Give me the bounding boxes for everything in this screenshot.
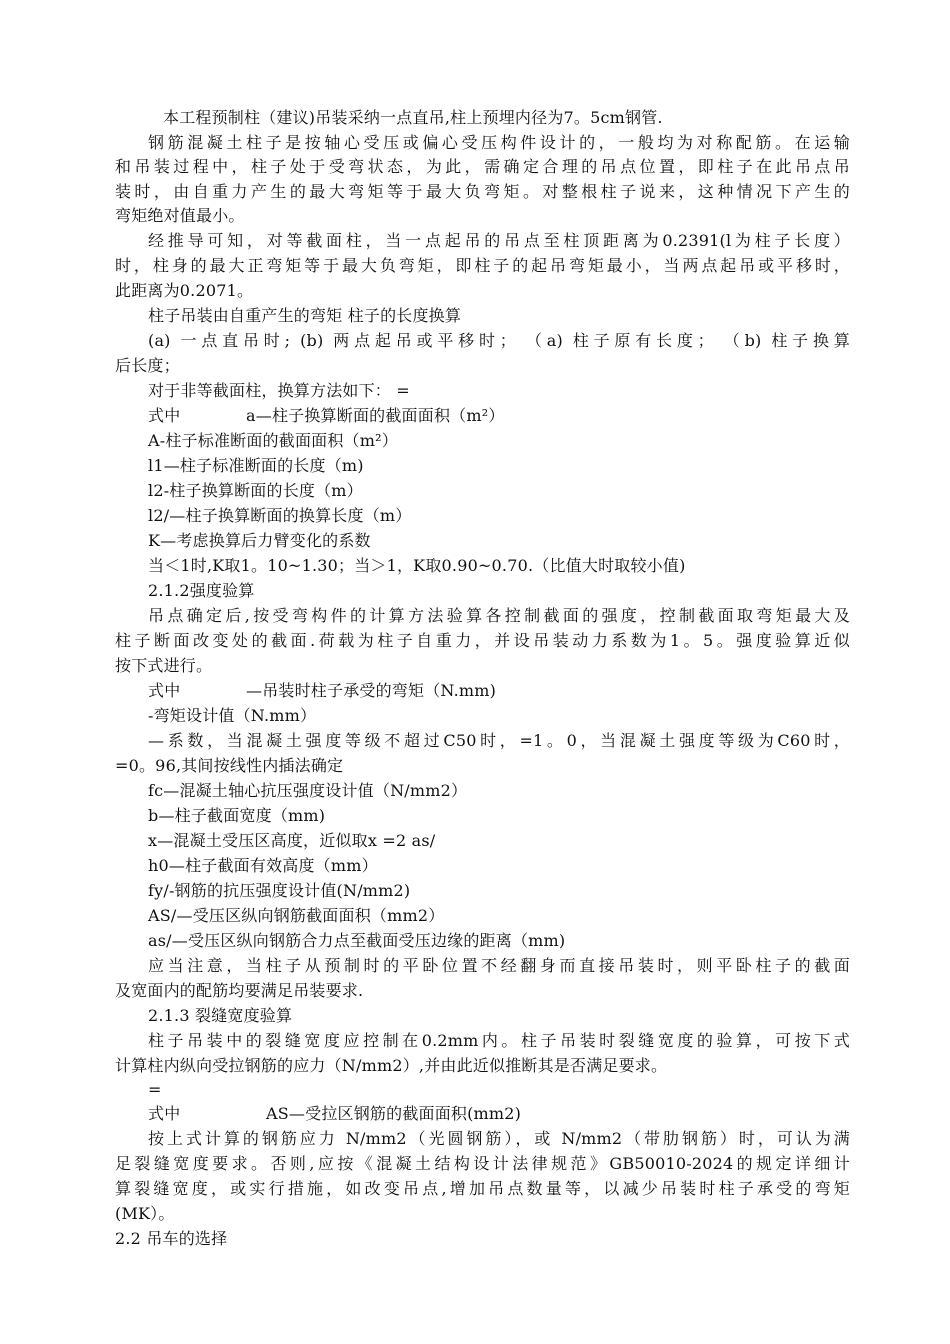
text-line: 后长度； — [115, 356, 180, 375]
text-line: 当＜1时,K取1。10~1.30；当＞1，K取0.90~0.70.（比值大时取较小值) — [148, 556, 686, 575]
text-line: 柱子断面改变处的截面.荷载为柱子自重力，并设吊装动力系数为1。5。强度验算近似 — [115, 631, 850, 650]
text-line: 此距离为0.2071。 — [115, 281, 254, 300]
formula-equals: = — [148, 1080, 162, 1099]
text-line: l2-柱子换算断面的长度（m） — [148, 481, 363, 500]
text-line: as/—受压区纵向钢筋合力点至截面受压边缘的距离（mm) — [148, 931, 566, 950]
text-line: l2/—柱子换算断面的换算长度（m） — [148, 506, 412, 525]
text-line: (MK）。 — [115, 1204, 175, 1223]
text-line: 对于非等截面柱，换算方法如下： = — [148, 381, 410, 400]
text-line: 足裂缝宽度要求。否则,应按《混凝土结构设计法律规范》GB50010-2024的规定详细计 — [115, 1154, 850, 1173]
text-line: 弯矩绝对值最小。 — [115, 206, 245, 225]
text-line: 计算柱内纵向受拉钢筋的应力（N/mm2）,并由此近似推断其是否满足要求。 — [115, 1056, 668, 1075]
text-line: 柱子吊装由自重产生的弯矩 柱子的长度换算 — [148, 306, 462, 325]
section-heading: 2.1.2强度验算 — [148, 581, 255, 600]
text-line: l1—柱子标准断面的长度（m) — [148, 456, 364, 475]
text-line: b—柱子截面宽度（mm) — [148, 806, 326, 825]
formula-label: 式中 — [148, 681, 181, 700]
text-line: a—柱子换算断面的截面面积（m²） — [246, 406, 505, 425]
text-line: fc—混凝土轴心抗压强度设计值（N/mm2） — [148, 781, 468, 800]
section-heading: 2.2 吊车的选择 — [115, 1229, 228, 1248]
text-line: =0。96,其间按线性内插法确定 — [115, 756, 344, 775]
formula-label: 式中 — [148, 406, 181, 425]
text-line: K—考虑换算后力臂变化的系数 — [148, 531, 371, 550]
text-line: x—混凝土受压区高度，近似取x =2 as/ — [148, 831, 436, 850]
text-line: (a) 一点直吊时; (b) 两点起吊或平移时； （a) 柱子原有长度； （b) 柱子换算 — [148, 331, 850, 350]
text-line: AS—受拉区钢筋的截面面积(mm2) — [266, 1104, 522, 1123]
text-line: 装时，由自重力产生的最大弯矩等于最大负弯矩。对整根柱子说来，这种情况下产生的 — [115, 182, 850, 201]
text-line: 钢筋混凝土柱子是按轴心受压或偏心受压构件设计的，一般均为对称配筋。在运输 — [148, 133, 850, 152]
text-line: —吊装时柱子承受的弯矩（N.mm) — [246, 681, 497, 700]
text-line: -弯矩设计值（N.mm） — [148, 706, 317, 725]
text-line: 和吊装过程中，柱子处于受弯状态，为此，需确定合理的吊点位置，即柱子在此吊点吊 — [115, 157, 850, 176]
text-line: 及宽面内的配筋均要满足吊装要求. — [115, 981, 364, 1000]
text-line: 柱子吊装中的裂缝宽度应控制在0.2mm内。柱子吊装时裂缝宽度的验算，可按下式 — [148, 1031, 850, 1050]
formula-label: 式中 — [148, 1104, 181, 1123]
text-line: A-柱子标准断面的截面面积（m²） — [148, 431, 398, 450]
text-line: 应当注意，当柱子从预制时的平卧位置不经翻身而直接吊装时，则平卧柱子的截面 — [148, 956, 850, 975]
text-line: h0—柱子截面有效高度（mm） — [148, 856, 378, 875]
text-line: fy/-钢筋的抗压强度设计值(N/mm2) — [148, 881, 411, 900]
text-line: 算裂缝宽度，或实行措施，如改变吊点,增加吊点数量等，以减少吊装时柱子承受的弯矩 — [115, 1179, 850, 1198]
text-line: 吊点确定后,按受弯构件的计算方法验算各控制截面的强度，控制截面取弯矩最大及 — [148, 606, 850, 625]
text-line: 经推导可知，对等截面柱，当一点起吊的吊点至柱顶距离为0.2391(l为柱子长度） — [148, 231, 850, 250]
text-line: 按下式进行。 — [115, 656, 213, 675]
text-line: 本工程预制柱（建议)吊装采纳一点直吊,柱上预埋内径为7。5cm钢管. — [163, 108, 663, 127]
text-line: 按上式计算的钢筋应力 N/mm2（光圆钢筋），或 N/mm2（带肋钢筋）时，可认为满 — [148, 1129, 850, 1148]
section-heading: 2.1.3 裂缝宽度验算 — [148, 1006, 293, 1025]
text-line: AS/—受压区纵向钢筋截面面积（mm2） — [148, 906, 445, 925]
text-line: 时，柱身的最大正弯矩等于最大负弯矩，即柱子的起吊弯矩最小，当两点起吊或平移时， — [115, 256, 850, 275]
text-line: —系数，当混凝土强度等级不超过C50时，=1。0，当混凝土强度等级为C60时， — [148, 731, 850, 750]
